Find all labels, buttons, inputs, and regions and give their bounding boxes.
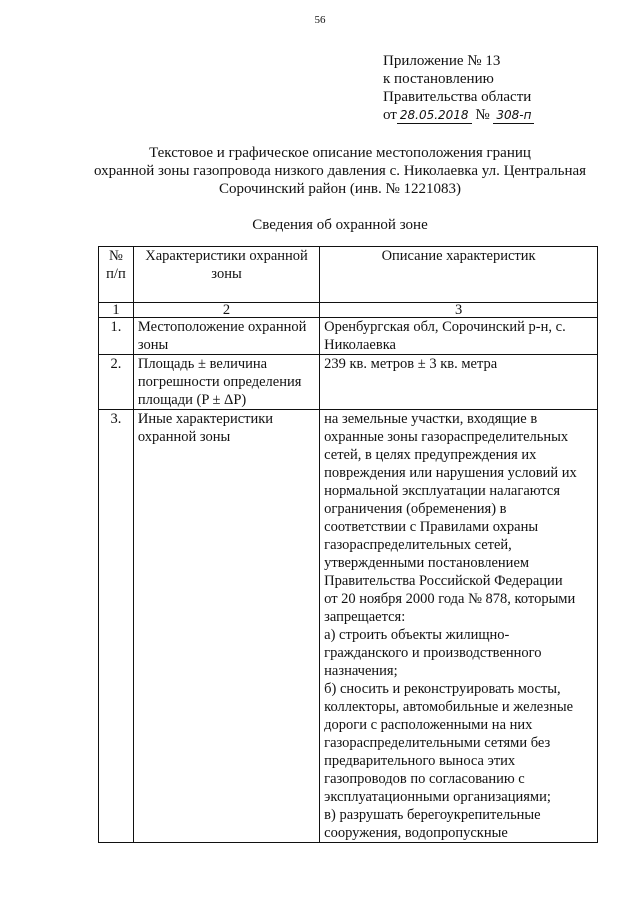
description-line: от 20 ноября 2000 года № 878, которыми [324,591,576,607]
row-number: 3. [99,410,134,843]
section-title: Сведения об охранной зоне [252,217,428,233]
zone-info-table [98,246,598,843]
description-line: а) строить объекты жилищно- [324,627,510,643]
header-col-number [99,247,134,303]
row-description: 239 кв. метров ± 3 кв. метра [320,355,598,410]
row-characteristic: Местоположение охранной зоны [133,318,319,355]
header-number-line-1: № [109,248,123,264]
row-number: 1. [99,318,134,355]
description-line: запрещается: [324,609,406,625]
row-characteristic: Площадь ± величина погрешности определения площади (P ± ΔP) [133,355,319,410]
appendix-line-1: Приложение № 13 [383,53,501,69]
description-line: предварительного выноса этих [324,753,516,769]
column-number-1: 1 [99,303,134,318]
handwritten-date: 28.05.2018 [397,108,472,124]
column-number-3: 3 [320,303,598,318]
title-line-2: охранной зоны газопровода низкого давления с. Николаевка ул. Центральная [93,163,587,179]
description-line: ограничения (обременения) в [324,501,507,517]
row-description: Оренбургская обл, Сорочинский р-н, с. Николаевка [320,318,598,355]
description-line: повреждения или нарушения условий их [324,465,577,481]
appendix-block [383,52,534,124]
description-line: б) сносить и реконструировать мосты, [324,681,561,697]
title-line-3: Сорочинский район (инв. № 1221083) [218,181,462,197]
description-line: газопроводов по согласованию с [324,771,525,787]
title-line-1: Текстовое и графическое описание местоположения границ [149,145,531,161]
row-description [320,410,598,843]
table-row [99,355,598,410]
description-line: соответствии с Правилами охраны [324,519,539,535]
header-number-line-2: п/п [106,266,126,282]
description-line: сетей, в целях предупреждения их [324,447,537,463]
handwritten-number: 308-п [493,108,534,124]
row-number: 2. [99,355,134,410]
description-line: в) разрушать берегоукрепительные [324,807,541,823]
document-title [60,144,620,198]
row-characteristic: Иные характеристики охранной зоны [133,410,319,843]
appendix-line-3: Правительства области [383,89,532,105]
description-line: гражданского и производственного [324,645,542,661]
column-number-row [99,303,598,318]
from-label: от [383,107,397,123]
description-line: сооружения, водопропускные [324,825,508,841]
table-row [99,318,598,355]
table-row [99,410,598,843]
appendix-line-2: к постановлению [383,71,494,87]
header-col-characteristics: Характеристики охранной зоны [133,247,319,303]
description-line: газораспределительными сетями без [324,735,551,751]
description-line: газораспределительных сетей, [324,537,512,553]
description-line: коллекторы, автомобильные и железные [324,699,574,715]
header-col-description: Описание характеристик [320,247,598,303]
column-number-2: 2 [133,303,319,318]
description-line: охранные зоны газораспределительных [324,429,569,445]
description-line: утвержденными постановлением [324,555,530,571]
description-line: нормальной эксплуатации налагаются [324,483,561,499]
table-header-row [99,247,598,303]
page-number: 56 [314,14,326,26]
description-line: Правительства Российской Федерации [324,573,563,589]
description-line: на земельные участки, входящие в [324,411,538,427]
description-line: дороги с расположенными на них [324,717,533,733]
number-label: № [475,107,490,123]
description-line: назначения; [324,663,398,679]
appendix-date-line [383,106,534,124]
description-line: эксплуатационными организациями; [324,789,551,805]
